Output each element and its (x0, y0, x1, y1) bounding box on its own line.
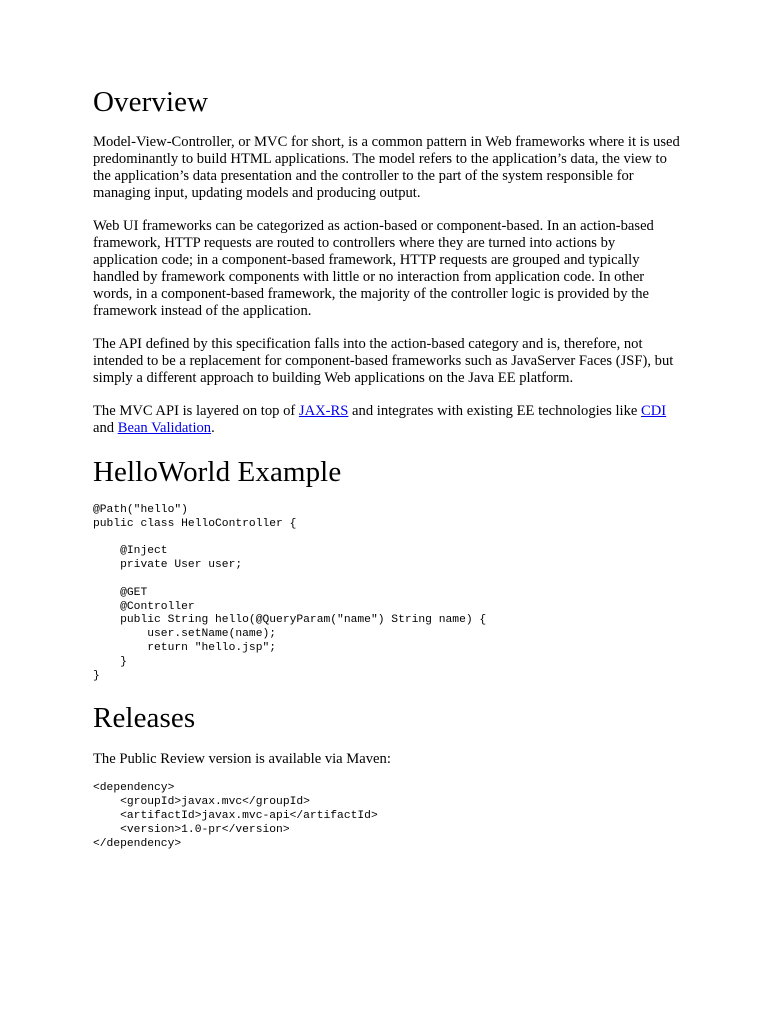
document-page (93, 84, 683, 851)
and-text: and (93, 420, 118, 436)
hello-controller-code-block: @Path("hello") public class HelloController { @Inject private User user; @GET @Controller public String hello(@QueryParam("name") String name) { user.setName(name); return "hello.jsp"; } } (93, 504, 487, 682)
releases-heading: Releases (93, 702, 196, 735)
jax-rs-link[interactable]: JAX-RS (298, 403, 349, 419)
period-text: . (211, 420, 215, 436)
overview-paragraph-4 (93, 403, 683, 437)
integrates-text: and integrates with existing EE technologies like (348, 403, 642, 419)
overview-paragraph-2: Web UI frameworks can be categorized as action-based or component-based. In an action-based framework, HTTP requests are routed to controllers where they are turned into actions by application code; in a component-based framework, HTTP requests are grouped and typically handled by framework components with little or no interaction from application code. In other words, in a component-based framework, the majority of the controller logic is provided by the framework instead of the application. (93, 218, 654, 319)
overview-paragraph-1: Model-View-Controller, or MVC for short, is a common pattern in Web frameworks where it is used predominantly to build HTML applications. The model refers to the application’s data, the view to the application’s data presentation and the controller to the part of the system responsible for managing input, updating models and producing output. (93, 134, 680, 201)
maven-dependency-code-block: <dependency> <groupId>javax.mvc</groupId> <artifactId>javax.mvc-api</artifactId> <version>1.0-pr</version> </dependency> (93, 782, 378, 850)
helloworld-heading: HelloWorld Example (93, 456, 342, 488)
overview-heading: Overview (93, 86, 209, 118)
overview-paragraph-3: The API defined by this specification falls into the action-based category and is, therefore, not intended to be a replacement for component-based frameworks such as JavaServer Faces (JSF), but simply a different approach to building Web applications on the Java EE platform. (93, 336, 674, 386)
mvc-api-text: The MVC API is layered on top of (93, 403, 299, 419)
cdi-link[interactable]: CDI (641, 403, 667, 419)
releases-paragraph: The Public Review version is available via Maven: (93, 751, 391, 768)
bean-validation-link[interactable]: Bean Validation (117, 420, 212, 436)
